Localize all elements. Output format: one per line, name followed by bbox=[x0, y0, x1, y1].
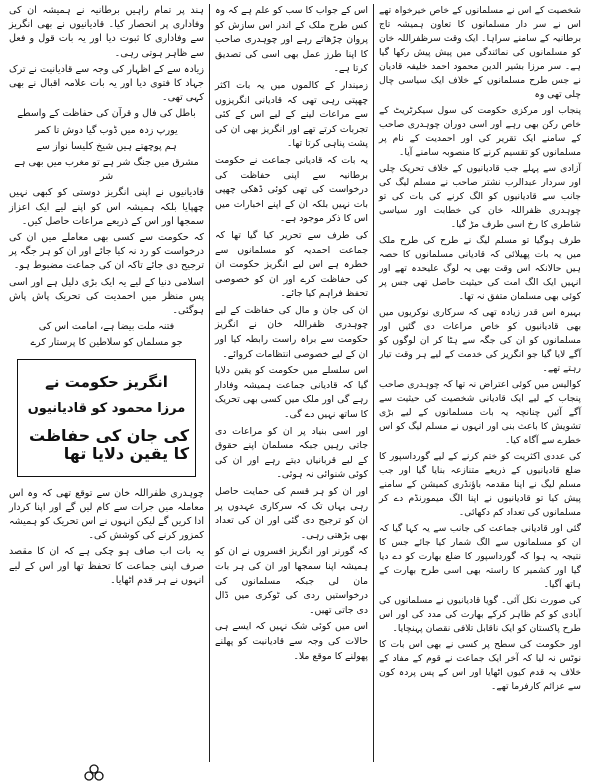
flower-ornament-icon bbox=[84, 764, 104, 782]
column-right bbox=[374, 4, 586, 762]
paragraph: شخصیت کے اس نے مسلمانوں کے خاص خیرخواہ تھے اس نے سر دار مسلمانوں کا تعاون ہمیشہ تاج برطانیہ کے سامنے سراہا۔ ایک وقت سرظفراللہ خان کو مسلمانوں کی نمائندگی میں پیش پیش رکھا گیا ہے۔ سر مرزا بشیر الدین محمود احمد خلیفہ قادیان نے جس طرح مسلمانوں کے خلاف ایک سیاسی چال چلی تھی وہ bbox=[379, 5, 581, 100]
paragraph: چوہدری ظفراللہ خان سے توقع تھی کہ وہ اس معاملہ میں جرات سے کام لیں گے اور اپنا کردار ادا کریں گے لیکن انہوں نے اس تحریک کو ہمیشہ کمزور کرنے کی کوشش کی۔ bbox=[9, 487, 204, 542]
paragraph: کی صورت نکل آئی۔ گویا قادیانیوں نے مسلمانوں کی آبادی کو کم ظاہر کرکے بھارت کی مدد کی اور اس طرح پاکستان کو ایک ناقابل تلافی نقصان پہنچایا۔ bbox=[379, 595, 581, 634]
paragraph: یہ بات کہ قادیانی جماعت نے حکومت برطانیہ سے اپنی حفاظت کی درخواست کی تھی کوئی ڈھکی چھپی بات نہیں بلکہ ان کے اپنے اخبارات میں اس کا ذکر موجود ہے۔ bbox=[215, 154, 368, 225]
paragraph: ہند پر تمام راہیں برطانیہ نے ہمیشہ ان کی وفاداری پر انحصار کیا۔ قادیانیوں نے بھی انگریز سے وفاداری کا ثبوت دیا اور یہ بات قول و فعل سے ظاہر ہوتی رہی۔ bbox=[9, 5, 204, 59]
article-columns bbox=[4, 4, 586, 762]
verse-line: یورپ زدہ میں ڈوب گیا دوش تا کمر bbox=[35, 124, 178, 136]
paragraph: کی عددی اکثریت کو ختم کرنے کے لیے گورداسپور کا ضلع قادیانیوں کے ذریعے متنازعہ بنایا گیا اور جب مسلم لیگ نے اپنا مقدمہ باؤنڈری کمیشن کے سامنے پیش کیا تو قادیانیوں نے اپنا الگ میمورنڈم دے کر مسلمانوں کی تعداد کم دکھائی۔ bbox=[379, 451, 581, 518]
paragraph: ان کی جان و مال کی حفاظت کے لیے چوہدری ظفراللہ خان نے انگریز حکومت سے براہ راست رابطہ کیا اور ان کے لیے خصوصی انتظامات کروائے۔ bbox=[215, 304, 368, 360]
verse-line: ہم پوچھتے ہیں شیخ کلیسا نواز سے bbox=[36, 140, 177, 152]
headline-line: کی جان کی حفاظت کا یقین دلایا تھا bbox=[29, 425, 189, 463]
column-middle bbox=[210, 4, 374, 762]
paragraph: کہ حکومت سے کسی بھی معاملے میں ان کی درخواست کو رد نہ کیا جائے اور ان کو ہر جگہ پر ترجیح دی جائے تاکہ ان کی جماعت مضبوط ہو۔ bbox=[9, 232, 204, 272]
paragraph: اور اسی بنیاد پر ان کو مراعات دی جاتی رہیں جبکہ مسلمان اپنے حقوق کے لیے قربانیاں دیتے رہے اور ان کی کوئی شنوائی نہ ہوئی۔ bbox=[215, 425, 368, 481]
paragraph: گئی اور قادیانی جماعت کی جانب سے یہ کہا گیا کہ ان کو مسلمانوں سے الگ شمار کیا جائے جس کا نتیجہ یہ ہوا کہ گورداسپور کا ضلع بھارت کو دے دیا گیا اور کشمیر کا راستہ بھی اسی طرح بھارت کے ہاتھ آگیا۔ bbox=[379, 523, 581, 590]
paragraph: قادیانیوں نے اپنی انگریز دوستی کو کبھی نہیں چھپایا بلکہ ہمیشہ اس کو اپنے لیے ایک اعزاز سمجھا اور اس کے ذریعے مراعات حاصل کیں۔ bbox=[9, 187, 204, 227]
quote-line: فتنہ ملت بیضا ہے، امامت اس کی bbox=[38, 321, 175, 333]
headline-line: انگریز حکومت نے bbox=[45, 372, 168, 391]
paragraph: کی طرف سے تحریر کیا گیا تھا کہ جماعت احمدیہ کو مسلمانوں سے خطرہ ہے اس لیے انگریز حکومت ان کی حفاظت کرے اور ان کو خصوصی تحفظ فراہم کیا جائے۔ bbox=[215, 229, 368, 300]
paragraph: اور حکومت کی سطح پر کسی نے بھی اس بات کا نوٹس نہ لیا کہ آخر ایک جماعت نے قوم کے مفاد کے خلاف یہ قدم کیوں اٹھایا اور اس کے پس پردہ کون سے عزائم کارفرما تھے۔ bbox=[379, 639, 581, 692]
paragraph: اسلامی دنیا کے لیے یہ ایک بڑی دلیل ہے اور اسی پس منظر میں احمدیت کی تحریک پاش پاش ہوگئی۔ bbox=[9, 276, 204, 317]
paragraph: کہ گورنر اور انگریز افسروں نے ان کو ہمیشہ اپنا سمجھا اور ان کی ہر بات مان لی جبکہ مسلمانوں کی درخواستیں ردی کی ٹوکری میں ڈال دی جاتی تھیں۔ bbox=[215, 546, 368, 616]
paragraph: پنجاب اور مرکزی حکومت کی سول سیکرٹریٹ کے خاص رکن بھی رہے اور اسی دوران چوہدری صاحب کے سامنے ایک تقریر کی اور احمدیت کے نام پر مسلمانوں کو تقسیم کرنے کا منصوبہ سامنے آیا۔ bbox=[379, 105, 581, 158]
paragraph: زمیندار کے کالموں میں یہ بات اکثر چھپتی رہی تھی کہ قادیانی انگریزوں سے مراعات لینے کے لیے اس کے کئی تجربات کرتے تھے اور انگریز بھی ان کی پشت پناہی کرتا تھا۔ bbox=[215, 79, 368, 150]
paragraph: کوالیس میں کوئی اعتراض نہ تھا کہ چوہدری صاحب پنجاب کے لیے ایک قادیانی شخصیت کی حیثیت سے آگے آئیں چنانچہ یہ بات مسلمانوں کے لیے بڑی تشویش کا باعث بنی اور انہوں نے مسلم لیگ کو اس خطرے سے آگاہ کیا۔ bbox=[379, 379, 581, 446]
paragraph: آزادی سے پہلے جب قادیانیوں کے خلاف تحریک چلی اور سردار عبدالرب نشتر صاحب نے مسلم لیگ کی جانب سے قادیانیوں کو الگ کرنے کی بات کی تو چوہدری ظفراللہ خان کی خطابت اور سیاسی شاطری کا رخ اسی طرف مڑ گیا۔ bbox=[379, 163, 581, 230]
paragraph: اس میں کوئی شک نہیں کہ ایسے ہی حالات کی وجہ سے قادیانیت کو پھلنے پھولنے کا موقع ملا۔ bbox=[215, 621, 368, 662]
paragraph: طرف ہوگیا تو مسلم لیگ نے طرح کی طرح ملک میں یہ بات پھیلائی کہ قادیانی مسلمانوں کا حصہ ہیں حالانکہ اس وقت بھی یہ لوگ علیحدہ تھے اور انہیں ایک الگ امت کی حیثیت حاصل تھی جس پر کوئی بھی مسلمان متفق نہ تھا۔ bbox=[379, 235, 581, 302]
paragraph: بہیرہ اس قدر زیادہ تھی کہ سرکاری نوکریوں میں بھی قادیانیوں کو خاص مراعات دی گئیں اور مسلمانوں کو ان کی جگہ سے ہٹا کر ان لوگوں کو آگے لایا گیا جو انگریز کی خدمت کے لیے ہر وقت تیار رہتے تھے۔ bbox=[379, 307, 581, 374]
column-left bbox=[4, 4, 210, 762]
paragraph: یہ بات اب صاف ہو چکی ہے کہ ان کا مقصد صرف اپنی جماعت کا تحفظ تھا اور اس کے لیے انہوں نے ہر قدم اٹھایا۔ bbox=[9, 546, 204, 586]
verse-line: مشرق میں جنگ شر ہے تو مغرب میں بھی ہے شر bbox=[14, 157, 199, 183]
paragraph: اس کے جواب کا سب کو علم ہے کہ وہ کس طرح ملک کے اندر اس سازش کو پروان چڑھاتے رہے اور چوہدری صاحب کا اپنا طرز عمل بھی اسی کی تصدیق کرتا ہے۔ bbox=[215, 5, 368, 75]
verse-line: باطل کی فال و قرآن کی حفاظت کے واسطے bbox=[17, 108, 196, 120]
paragraph: اور ان کو ہر قسم کی حمایت حاصل رہی یہاں تک کہ سرکاری عہدوں پر ان کو ترجیح دی گئی اور ان کی تعداد بھی بڑھتی رہی۔ bbox=[215, 486, 368, 541]
quote-line: جو مسلماں کو سلاطین کا پرستار کرے bbox=[30, 337, 183, 349]
headline-line: مرزا محمود کو قادیانیوں bbox=[27, 400, 186, 416]
headline-box bbox=[17, 359, 196, 477]
paragraph: زیادہ سے کے اظہار کی وجہ سے قادیانیت نے ترک جہاد کا فتوی دیا اور یہ بات علامہ اقبال نے بھی کہی تھی۔ bbox=[9, 63, 204, 104]
paragraph: اس سلسلے میں حکومت کو یقین دلایا گیا کہ قادیانی جماعت ہمیشہ وفادار رہے گی اور ملک میں کسی بھی تحریک کا ساتھ نہیں دے گی۔ bbox=[215, 365, 368, 421]
